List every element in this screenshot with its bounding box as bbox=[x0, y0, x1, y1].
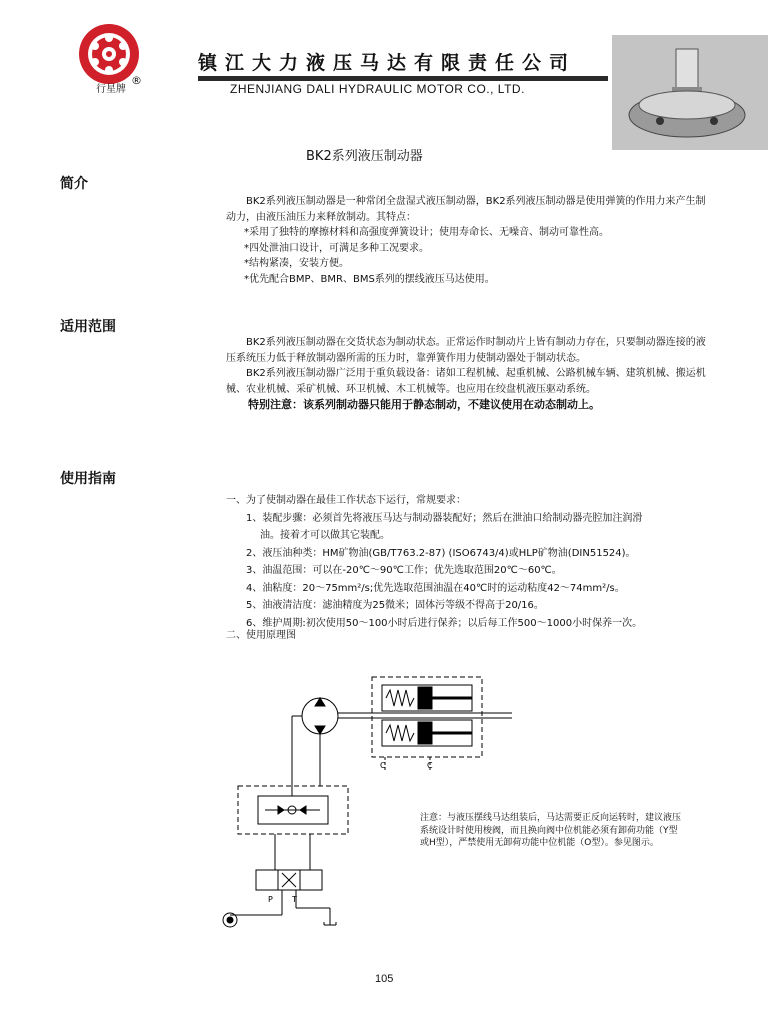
diagram-note: 注意：与液压摆线马达组装后，马达需要正反向运转时，建议液压系统设计时使用梭阀，而且换向阀中位机能必须有卸荷功能（Y型或H型），严禁使用无卸荷功能中位机能（O型）。参见图示。 bbox=[420, 813, 682, 848]
guide-line: 一、为了使制动器在最佳工作状态下运行，常规要求： bbox=[226, 495, 466, 506]
spring-lower bbox=[386, 725, 414, 741]
intro-heading: 简介 bbox=[60, 176, 88, 192]
document-title: BK2系列液压制动器 bbox=[306, 149, 423, 164]
spring-upper bbox=[386, 690, 414, 706]
scope-line: BK2系列液压制动器广泛用于重负载设备：诸如工程机械、起重机械、公路机械车辆、建筑机械、搬运机械、农业机械、采矿机械、环卫机械、木工机械等。也应用在绞盘机液压驱动系统。 bbox=[226, 368, 706, 395]
intro-line: *结构紧凑，安装方便。 bbox=[244, 258, 349, 269]
guide-line: 3、油温范围：可以在-20℃～90℃工作；优先选取范围20℃～60℃。 bbox=[246, 565, 562, 576]
intro-line: *采用了独特的摩擦材料和高强度弹簧设计；使用寿命长、无噪音、制动可靠性高。 bbox=[244, 227, 609, 238]
scope-line: BK2系列液压制动器在交货状态为制动状态。正常运作时制动片上皆有制动力存在，只要制动器连接的液压系统压力低于释放制动器所需的压力时，靠弹簧作用力使制动器处于制动状态。 bbox=[226, 337, 706, 364]
guide-line: 2、液压油种类：HM矿物油(GB/T763.2-87) (ISO6743/4)或HLP矿物油(DIN51524)。 bbox=[246, 547, 636, 559]
intro-line: BK2系列液压制动器是一种常闭全盘湿式液压制动器，BK2系列液压制动器是使用弹簧的作用力来产生制动力，由液压油压力来释放制动。其特点： bbox=[226, 196, 706, 223]
brand-name: 行星牌 bbox=[96, 84, 126, 95]
guide-body bbox=[226, 492, 710, 632]
hydraulic-schematic bbox=[220, 670, 520, 940]
special-note: 特别注意：该系列制动器只能用于静态制动，不建议使用在动态制动上。 bbox=[248, 398, 600, 411]
company-name-cn: 镇江大力液压马达有限责任公司 bbox=[198, 52, 577, 74]
intro-body bbox=[226, 194, 710, 287]
registered-mark: ® bbox=[131, 74, 142, 87]
guide-line: 4、油粘度：20～75mm²/s;优先选取范围油温在40℃时的运动粘度42～74mm²/s。 bbox=[246, 582, 625, 594]
intro-line: *优先配合BMP、BMR、BMS系列的摆线液压马达使用。 bbox=[244, 273, 495, 285]
port-label-p: P bbox=[268, 895, 273, 904]
guide-heading: 使用指南 bbox=[60, 471, 116, 487]
page-number: 105 bbox=[375, 973, 394, 985]
header-rule bbox=[198, 76, 608, 81]
guide-line: 5、油液清洁度：滤油精度为25微米；固体污等级不得高于20/16。 bbox=[246, 600, 544, 611]
guide-line: 1、装配步骤：必须首先将液压马达与制动器装配好；然后在泄油口给制动器壳腔加注润滑 bbox=[246, 512, 643, 524]
scope-body bbox=[226, 335, 710, 413]
guide-line: 油。接着才可以做其它装配。 bbox=[260, 530, 390, 541]
principle-heading: 二、使用原理图 bbox=[226, 630, 296, 641]
scope-heading: 适用范围 bbox=[60, 319, 116, 335]
port-label-c-left: C bbox=[380, 761, 386, 770]
intro-line: *四处泄油口设计，可满足多种工况要求。 bbox=[244, 242, 429, 254]
guide-line: 6、维护周期:初次使用50～100小时后进行保养；以后每工作500～1000小时保养一次。 bbox=[246, 617, 643, 629]
product-photo bbox=[612, 35, 768, 150]
company-name-en: ZHENJIANG DALI HYDRAULIC MOTOR CO., LTD. bbox=[230, 82, 525, 96]
port-label-t: T bbox=[292, 895, 297, 904]
port-label-c-right: C bbox=[427, 761, 433, 770]
